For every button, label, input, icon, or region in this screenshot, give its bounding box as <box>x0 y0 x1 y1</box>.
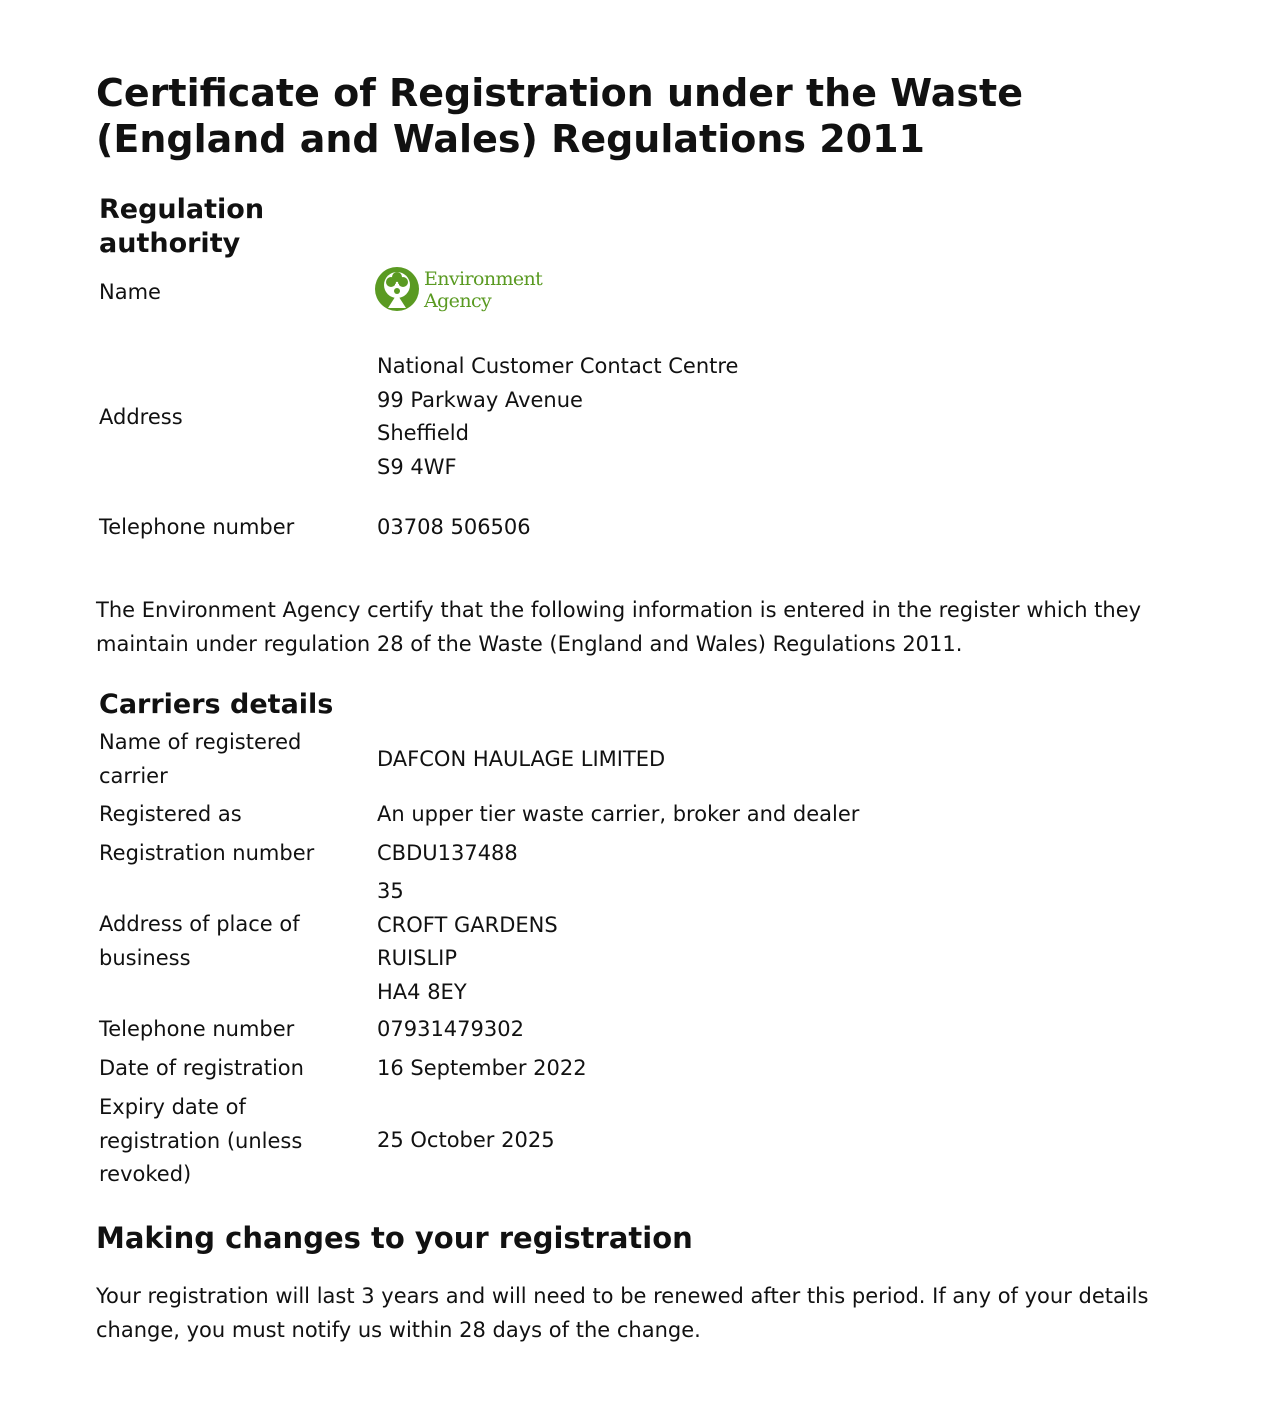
registration-date-value: 16 September 2022 <box>377 1056 587 1080</box>
registration-number-value: CBDU137488 <box>377 841 518 865</box>
certificate-title: Certificate of Registration under the Waste (England and Wales) Regulations 2011 <box>96 71 1023 161</box>
address-line: CROFT GARDENS <box>377 912 558 937</box>
authority-telephone-value: 03708 506506 <box>377 515 531 539</box>
making-changes-heading: Making changes to your registration <box>96 1221 693 1255</box>
regulation-authority-heading: Regulation authority <box>99 194 265 259</box>
address-line: 99 Parkway Avenue <box>377 387 583 412</box>
address-line: National Customer Contact Centre <box>377 354 739 378</box>
business-address-value <box>377 875 558 1009</box>
authority-telephone-label: Telephone number <box>99 515 295 539</box>
registered-as-value: An upper tier waste carrier, broker and dealer <box>377 802 860 826</box>
address-line: RUISLIP <box>377 946 458 970</box>
making-changes-text: Your registration will last 3 years and will need to be renewed after this period. If any of your details change, you must notify us within 28 days of the change. <box>96 1284 1149 1342</box>
address-line: S9 4WF <box>377 454 457 479</box>
address-line: HA4 8EY <box>377 979 467 1004</box>
expiry-date-label: Expiry date of registration (unless revoked) <box>99 1095 303 1186</box>
address-line: Sheffield <box>377 421 469 445</box>
expiry-date-value: 25 October 2025 <box>377 1128 555 1152</box>
carrier-name-value: DAFCON HAULAGE LIMITED <box>377 747 666 771</box>
environment-agency-logo <box>374 262 554 318</box>
carrier-telephone-value: 07931479302 <box>377 1017 524 1041</box>
business-address-label: Address of place of business <box>99 912 300 970</box>
tree-icon <box>374 264 420 314</box>
authority-name-label: Name <box>99 280 161 304</box>
carrier-name-label: Name of registered carrier <box>99 730 302 788</box>
authority-address-label: Address <box>99 405 183 429</box>
logo-text: Environment Agency <box>424 268 543 312</box>
address-line: 35 <box>377 879 404 903</box>
certify-statement: The Environment Agency certify that the following information is entered in the register which they maintain under regulation 28 of the Waste (England and Wales) Regulations 2011. <box>96 598 1142 656</box>
registration-number-label: Registration number <box>99 841 315 865</box>
carrier-telephone-label: Telephone number <box>99 1017 295 1041</box>
registered-as-label: Registered as <box>99 802 242 826</box>
registration-date-label: Date of registration <box>99 1056 304 1080</box>
carriers-details-heading: Carriers details <box>99 689 334 720</box>
